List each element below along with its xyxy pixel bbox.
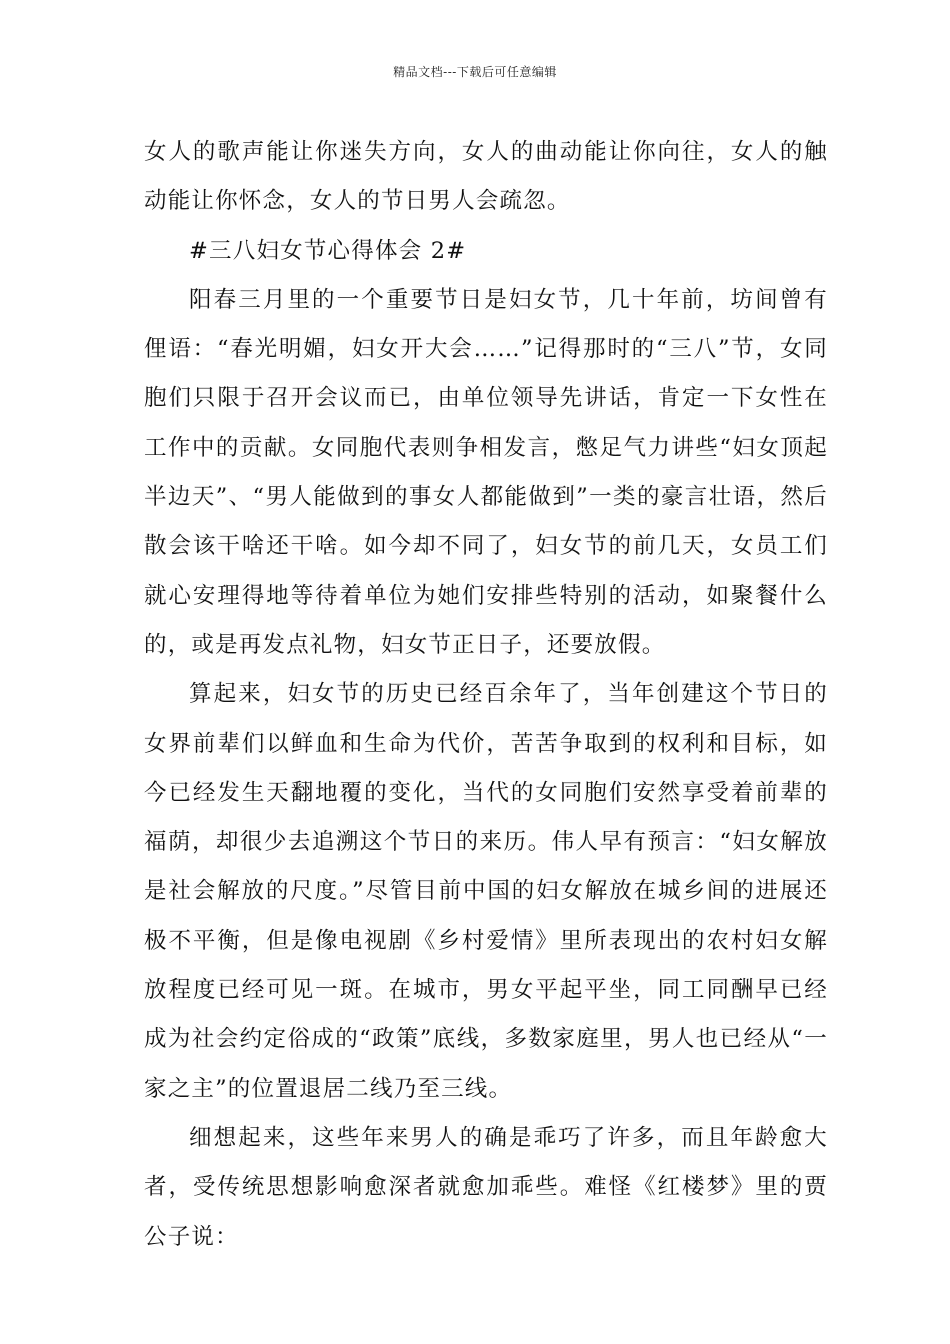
paragraph-intro: 女人的歌声能让你迷失方向，女人的曲动能让你向往，女人的触动能让你怀念，女人的节日男人会疏忽。	[144, 139, 828, 215]
paragraph-3: 细想起来，这些年来男人的确是乖巧了许多，而且年龄愈大者，受传统思想影响愈深者就愈加乖些。难怪《红楼梦》里的贾公子说：	[144, 1124, 828, 1250]
page-header: 精品文档---下载后可任意编辑	[393, 65, 557, 79]
document-body	[144, 128, 828, 1262]
paragraph-1: 阳春三月里的一个重要节日是妇女节，几十年前，坊间曾有俚语：“春光明媚，妇女开大会……”记得那时的“三八”节，女同胞们只限于召开会议而已，由单位领导先讲话，肯定一下女性在工作中的贡献。女同胞代表则争相发言，憋足气力讲些“妇女顶起半边天”、“男人能做到的事女人都能做到”一类的豪言壮语，然后散会该干啥还干啥。如今却不同了，妇女节的前几天，女员工们就心安理得地等待着单位为她们安排些特别的活动，如聚餐什么的，或是再发点礼物，妇女节正日子，还要放假。	[144, 286, 828, 658]
paragraph-2: 算起来，妇女节的历史已经百余年了，当年创建这个节日的女界前辈们以鲜血和生命为代价，苦苦争取到的权利和目标，如今已经发生天翻地覆的变化，当代的女同胞们安然享受着前辈的福荫，却很少去追溯这个节日的来历。伟人早有预言：“妇女解放是社会解放的尺度。”尽管目前中国的妇女解放在城乡间的进展还极不平衡，但是像电视剧《乡村爱情》里所表现出的农村妇女解放程度已经可见一斑。在城市，男女平起平坐，同工同酬早已经成为社会约定俗成的“政策”底线，多数家庭里，男人也已经从“一家之主”的位置退居二线乃至三线。	[144, 681, 828, 1102]
section-heading: #三八妇女节心得体会 2#	[189, 237, 467, 264]
